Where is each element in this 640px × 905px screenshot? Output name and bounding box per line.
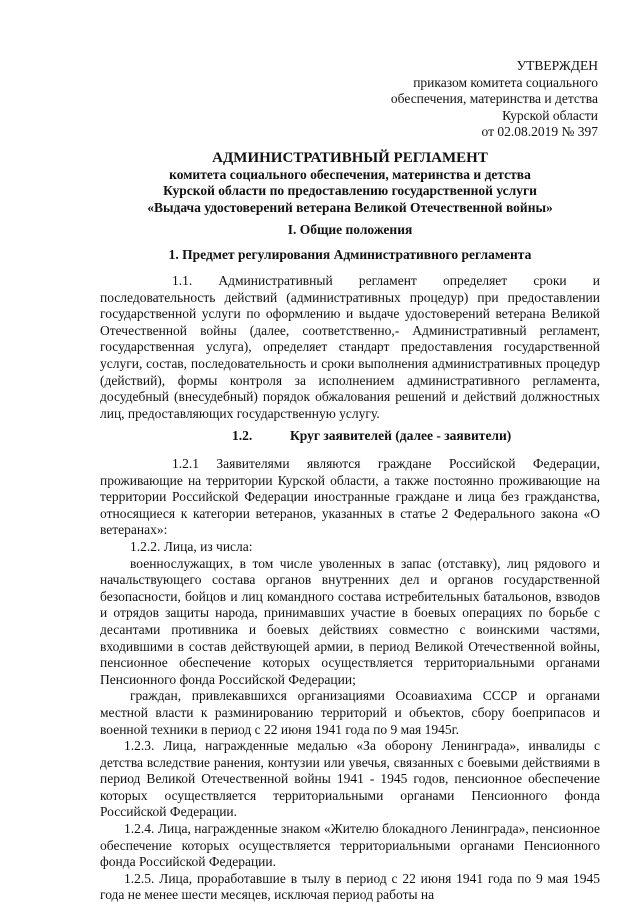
approval-line-5: от 02.08.2019 № 397 <box>481 124 598 139</box>
subsection-heading: 1. Предмет регулирования Административного регламента <box>168 247 532 262</box>
approval-stamp <box>391 58 598 141</box>
section-title: Круг заявителей (далее - заявители) <box>290 428 512 443</box>
title-line-4: «Выдача удостоверений ветерана Великой Отечественной войны» <box>147 199 553 215</box>
paragraph-1-2-2: 1.2.2. Лица, из числа: <box>130 538 253 554</box>
approval-line-4: Курской области <box>502 107 598 123</box>
paragraph-1-1 <box>100 273 600 422</box>
approval-line-3: обеспечения, материнства и детства <box>390 91 598 106</box>
approval-line-1: УТВЕРЖДЕН <box>516 58 598 73</box>
section-number: 1.2. <box>232 428 253 443</box>
paragraph-text: 1.1. Административный регламент определяет сроки и последовательность действий (административных процедур) при предоставлении государственной услуги по оформлению и выдаче удостоверений ветерана Великой Отечественной войны (далее, соответственно,- Административный регламент, государственная услуга), определяет стандарт предоставления государственной услуги, состав, последовательность и сроки выполнения административных процедур (действий), формы контроля за исполнением административного регламента, досудебный (внесудебный) порядок обжалования решений и действий должностных лиц, предоставляющих государственную услугу. <box>100 273 600 421</box>
applicants-section <box>100 456 600 904</box>
section-heading: I. Общие положения <box>287 222 413 237</box>
document-title <box>100 150 600 216</box>
title-line-2: комитета социального обеспечения, материнства и детства <box>169 166 531 182</box>
paragraph-demining: граждан, привлекавшихся организациями Осоавиахима СССР и органами местной власти к разминированию территорий и объектов, сбору боеприпасов и военной техники в период с 22 июня 1941 года по 9 мая 1945г. <box>100 688 600 737</box>
paragraph-1-2-1: 1.2.1 Заявителями являются граждане Российской Федерации, проживающие на территории Курской области, а также постоянно проживающие на территории Российской Федерации иностранные граждане и лица без гражданства, относящиеся к категории ветеранов, указанных в статье 2 Федерального закона «О ветеранах»: <box>100 456 600 538</box>
section-1-2-heading <box>232 428 511 444</box>
title-main: АДМИНИСТРАТИВНЫЙ РЕГЛАМЕНТ <box>212 150 488 166</box>
paragraph-military: военнослужащих, в том числе уволенных в запас (отставку), лиц рядового и начальствующего состава органов внутренних дел и органов государственной безопасности, бойцов и лиц командного состава истребительных батальонов, взводов и отрядов защиты народа, принимавших участие в боевых операциях по борьбе с десантами противника и боевых действиях совместно с воинскими частями, входившими в состав действующей армии, в период Великой Отечественной войны, пенсионное обеспечение которых осуществляется территориальными органами Пенсионного фонда Российской Федерации; <box>100 555 600 687</box>
paragraph-1-2-3: 1.2.3. Лица, награжденные медалью «За оборону Ленинграда», инвалиды с детства вследствие ранения, контузии или увечья, связанных с боевыми действиями в период Великой Отечественной войны 1941 - 1945 годов, пенсионное обеспечение которых осуществляется территориальными органами Пенсионного фонда Российской Федерации. <box>100 738 600 820</box>
paragraph-1-2-4: 1.2.4. Лица, награжденные знаком «Жителю блокадного Ленинграда», пенсионное обеспечение которых осуществляется территориальными органами Пенсионного фонда Российской Федерации. <box>100 821 600 870</box>
approval-line-2: приказом комитета социального <box>413 74 598 90</box>
title-line-3: Курской области по предоставлению государственной услуги <box>163 183 537 198</box>
paragraph-1-2-5: 1.2.5. Лица, проработавшие в тылу в период с 22 июня 1941 года по 9 мая 1945 года не менее шести месяцев, исключая период работы на <box>100 870 600 903</box>
